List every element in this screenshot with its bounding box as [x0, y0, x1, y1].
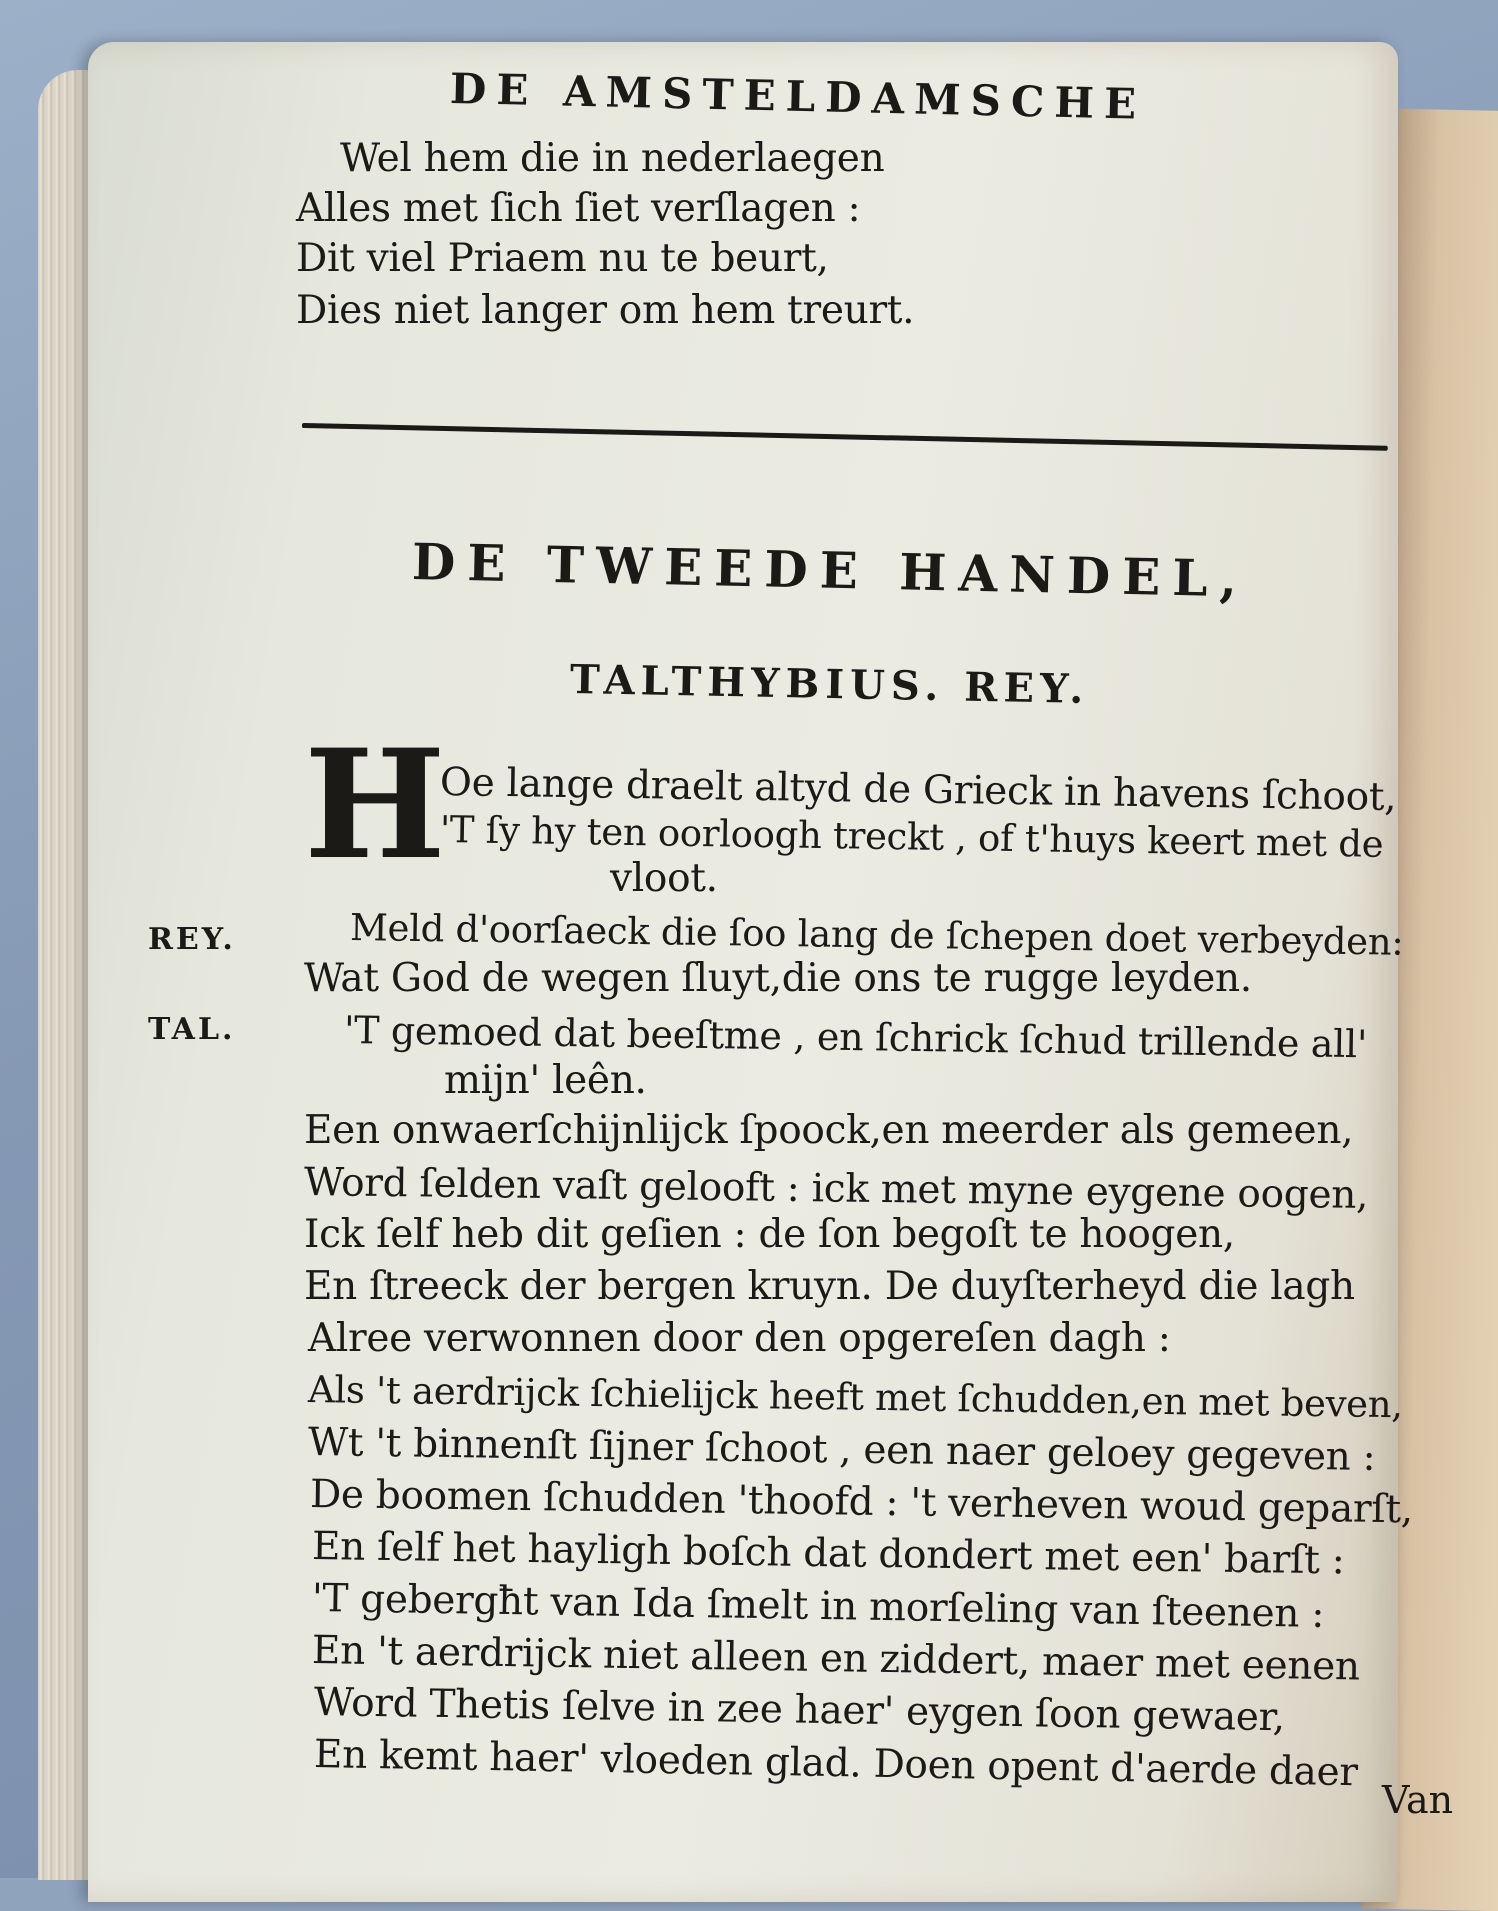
verse-line: Wat God de wegen ſluyt,die ons te rugge leyden. [304, 956, 1252, 1001]
verse-line: Word Thetis ſelve in zee haer' eygen ſoon gewaer, [313, 1680, 1286, 1741]
verse-line: Dies niet langer om hem treurt. [296, 288, 915, 333]
verse-line: Wt 't binnenſt ſijner ſchoot , een naer geloey gegeven : [307, 1420, 1376, 1480]
speakers-heading: TALTHYBIUS. REY. [569, 656, 1090, 713]
verse-line: Als 't aerdrijck ſchielijck heeft met ſchudden,en met beven, [307, 1368, 1404, 1427]
verse-line: Dit viel Priaem nu te beurt, [296, 236, 829, 281]
speaker-label-rey: REY. [148, 922, 236, 957]
verse-line: En kemt haer' vloeden glad. Doen opent d'aerde daer [313, 1732, 1359, 1796]
catchword: Van [1382, 1778, 1454, 1822]
verse-line: Meld d'oorſaeck die ſoo lang de ſchepen doet verbeyden: [349, 906, 1404, 964]
act-heading: DE TWEEDE HANDEL, [411, 532, 1250, 609]
verse-line: De boomen ſchudden 'thoofd : 't verheven woud geparſt, [309, 1472, 1414, 1533]
drop-cap: H [304, 717, 446, 893]
running-head: DE AMSTELDAMSCHE [449, 64, 1147, 129]
verse-line: Word ſelden vaſt gelooft : ick met myne eygene oogen, [303, 1160, 1369, 1219]
verse-line: Een onwaerſchijnlijck ſpoock,en meerder als gemeen, [304, 1108, 1354, 1153]
verse-line: Wel hem die in nederlaegen [340, 136, 885, 181]
verse-line: En ſtreeck der bergen kruyn. De duyſterheyd die lagh [304, 1264, 1355, 1309]
verse-line: 'T ſy hy ten oorloogh treckt , of t'huys keert met de [439, 808, 1384, 866]
verse-line: En ſelf het hayligh boſch dat dondert met een' barſt : [311, 1524, 1345, 1584]
speaker-label-tal: TAL. [148, 1012, 236, 1047]
verse-line: mijn' leên. [444, 1058, 647, 1103]
verse-line: Ick ſelf heb dit geſien : de ſon begoſt te hoogen, [304, 1212, 1235, 1257]
verse-line: Alles met ſich ſiet verſlagen : [296, 186, 861, 231]
verse-line: En 't aerdrijck niet alleen en ziddert, maer met eenen [311, 1628, 1361, 1690]
verse-line: 'T gebergħt van Ida ſmelt in morſeling van ſteenen : [311, 1576, 1325, 1637]
verse-line: vloot. [610, 856, 718, 901]
verse-line: Oe lange draelt altyd de Grieck in havens ſchoot, [439, 760, 1397, 821]
verse-line: 'T gemoed dat beeſtme , en ſchrick ſchud trillende all' [343, 1008, 1368, 1067]
verse-line: Alree verwonnen door den opgereſen dagh : [308, 1316, 1171, 1361]
